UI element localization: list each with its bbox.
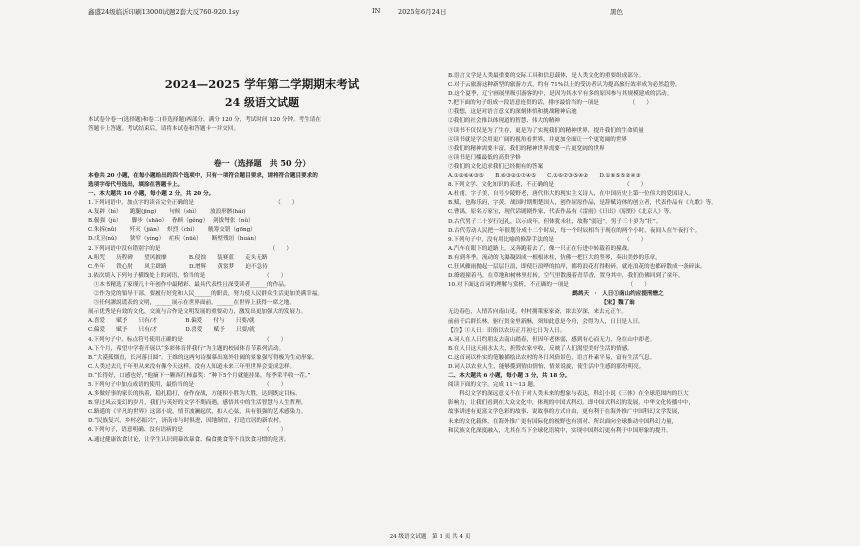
print-date: 2025年6月24日 — [398, 8, 447, 16]
left-column-line: 6.下列句子，语意明确、没有语病的是 （ ） — [88, 427, 287, 434]
right-column-line: A.杜甫，字子美，自号少陵野老，唐代伟大的现实主义诗人，在中国历史上第一位伟大的爱国诗人。 — [448, 191, 695, 198]
left-column-line: 一、本大题共 10 小题，每小题 2 分，共 20 分。 — [88, 191, 215, 197]
left-column-line: C.人类过去几千年里从来没有像今天这样，没有人知道未来三年里世界会变成怎样。 — [88, 363, 296, 370]
left-column-line: ①本书精选了家瑾几十年创作中最精彩、最具代表性且深受读者______的作品。 — [88, 281, 290, 288]
right-column-line: 【注】①人日：旧俗以农历正月初七日为人日。 — [448, 327, 566, 334]
exam-intro — [88, 116, 436, 134]
section1-notes — [88, 172, 436, 190]
right-column-line: C.对于云旅游这种新型的旅游方式，约有 71%以上的受访者认为提高旅行效率成为必然趋势。 — [448, 82, 681, 89]
right-column-line: D.这个夏季，辽宁画展里吸引游客的中，是因为其水平有多的原因参与其规模建成的活动。 — [448, 91, 673, 98]
right-column-line: B.赋，也称乐府，字黄。战国时期期楚国人，创作屈原作品，是辞赋诗体的创立者，代表作品有《九歌》等。 — [448, 200, 717, 207]
section1-title: 卷一（选择题 共 50 分） — [213, 158, 311, 168]
right-column-line: 【宋】魏了翁 — [601, 300, 635, 307]
left-column-line: B.穿过风云变幻的岁月，我们与英好的文学不期而遇，感悟其中的生活智慧与人生哲理。 — [88, 400, 307, 407]
right-column-line: 8.下列文学、文化知识的表述，不正确的是 （ ） — [448, 182, 647, 189]
right-column-line: 鹧鸪天 · 人日①南山约应提刑懋之 — [572, 291, 664, 298]
intro-line: 答题卡上答题。考试结束后，请将本试卷和答题卡一并交回。 — [88, 126, 240, 133]
left-column-line: D.“民族复兴，乡村必振兴”，济南市与时俱进，因地制宜，打造宜居的新农村。 — [88, 418, 285, 425]
right-column-line: A.词人在人日约朋友去南山踏春，但因年老体弱，感到有心而无力，身在山中却老。 — [448, 336, 656, 343]
exam-title-sub: 24 级语文试题 — [224, 96, 300, 109]
left-column-line: ③任何謬説谎表的文明，______展示在世界面前，______在世界上获得一席之地。 — [88, 300, 295, 307]
notes-line: 选项字母代号选出，填涂在答题卡上。 — [88, 182, 184, 189]
left-column-line: 2.下列词语中没有错别字的是 （ ） — [88, 245, 292, 252]
right-column-line: ④读书就是学会用更广阔的视角看世界，并更加全面让一个更宽阔的世界 — [448, 136, 628, 143]
left-column-line: ②作为党的領导干部，要履行好党和人民______的职责，努力使人民群众生活更加美满幸福。 — [88, 291, 323, 298]
right-column-line: B.有到冬季，流动的飞瀑凝固成一根根冰柱，仿佛一把巨大的竖琴，奏出美妙的乐章。 — [448, 254, 661, 261]
left-column-line: C.偏爱 赋予 只有/才 D.喜爱 赋予 只要/就 — [88, 327, 255, 334]
right-column-line: 和民族文化深度融入，尤其在当下全球化语境中，实现中国科幻更有利于中国形象的提升。 — [448, 427, 672, 434]
left-column-line: B.“大漠孤烟直，长河落日圆”。王维的这两句诗描摹出塞外壮阔的景象强写得极为生动形象。 — [88, 354, 318, 361]
left-column-line: B.倔强（jù） 脚步（shāo） 眷顾（gěng） 剑拔弩张（nǔ） — [88, 218, 254, 225]
right-column-line: 9.下列句子中，没有用比喻的修辞手法的是 （ ） — [448, 236, 647, 243]
right-column-line: C.曹禺，原名万家宝，现代话剧剧作家，代表作品有《雷雨》《日出》《原野》《北京人》等。 — [448, 209, 675, 216]
exam-title-main: 2024—2025 学年第二学期期末考试 — [164, 77, 360, 91]
right-column-line: B.在人日这天雨水太大，折毁农家卒收，反映了人们渴望美好生活的情感。 — [448, 345, 633, 352]
intro-line: 本试卷分卷一(选择题)和卷二(非选择题)两部分，满分 120 分，考试时间 120 分钟。考生请在 — [88, 117, 321, 123]
right-column-line: A.汽车在眼下的道路上，又奔跑着去了，像一只正在行进中转载着的撞战。 — [448, 245, 633, 252]
right-column-line: 7.把下面的句子组成一段语意连贯的话，排序最恰当的一项是 （ ） — [448, 100, 652, 107]
left-column-line: A.喜爱 赋予 只有/才 B.偏爱 付与 只要/就 — [88, 318, 255, 325]
left-column-line: D.戊卫(nǔ) 狭窄（yíng） 疟疾（nüè） 断壁残垣（huán） — [88, 236, 260, 243]
left-column-line: 展示优秀是有效的文化，交流与合作是文明发展的重要动力，激发出更加强大的发展力。 — [88, 309, 307, 316]
right-column-line: 影响力，让我们看到在大众文化中，体现的中国式科幻。即中国式科幻的发展，中华文化传播中中， — [448, 400, 695, 407]
right-column-line: ⑤我们的精神需要丰富，我们的精神世界需要一片更宽阔的世界 — [448, 145, 605, 152]
left-column — [88, 190, 436, 445]
right-column-line: C.狂风骤雨抛起一层层巨浪，即使巨浪哗的拍岸，都将浪花打得粉碎，就连浪花的也都碎散成一条碎沫。 — [448, 263, 706, 270]
left-column-line: 1.下列词语中，加点字的读音完全正确的是 （ ） — [88, 200, 298, 207]
left-column-line: C.坐年 铁心肘 风尘肆路 D.增辉 黄裳梦 迫不急待 — [88, 263, 268, 270]
left-column-line: A.多做好事的家长的执着，稳扎稳打，奋作奋战，方能积小胜为大胜，达到既定目标。 — [88, 391, 301, 398]
right-column-line: A.①②⑥④③⑤ B.⑥③②①⑦④⑤ C.①⑥⑦③⑤④② D.①⑥⑤⑤②④③ — [448, 173, 641, 180]
right-column-line: 未来的文化载体，在海外推广更有国际化的视野也有别对、所以面向全球推动中国科幻力量， — [448, 418, 678, 425]
left-column-line: C.朱拆(nǚ) 歼灭（jiān） 炽烈（chì） 觥筹交错（gōng） — [88, 227, 256, 234]
right-column-line: ⑦我们的文化追求我们已经拥有的答案 — [448, 163, 544, 170]
right-column-line: ①我想，这是对语言意义的深刻体悟和挑战精神启迪 — [448, 109, 577, 116]
right-column-line: ⑥读书是门槛最低的高贵学修 — [448, 154, 521, 161]
right-column-line: D.缭霞撞着马，在草地和树林里打转，空气里散漫着青草香，置身其中，我们仿佛回到了童年。 — [448, 273, 684, 280]
right-column-line: B.语言文学是人类最重要的交际工具和信息载体，是人类文化的重要组成部分。 — [448, 73, 645, 79]
right-column-line: ②我们的社会推以体现道的智慧、伟大的精神 — [448, 118, 560, 125]
right-column-line: 阅读下面的文字，完成 11～13 题。 — [448, 382, 539, 389]
notes-line: 本卷共 20 小题，在每小题给出的四个选项中，只有一项符合题目要求，请将符合题目要求的 — [88, 173, 318, 179]
print-file-name: 鑫盛24级临沂印刷13000试题2套大反760-920.1sy — [88, 8, 240, 16]
right-column-line: 10.对下面这首词的理解与赏析，不正确的一项是 （ ） — [448, 282, 650, 289]
left-column-line: A.下个月，希望中学将开展以“多彩体育伴我行”为主题的校园体育节系列活动。 — [88, 345, 285, 352]
right-column — [448, 72, 788, 436]
right-column-line: D.词人以农业人生，能够揽到情由情怡，情景说旋，使生活中生感的那份明亮。 — [448, 364, 645, 370]
print-mode: IN — [372, 7, 381, 15]
page-footer: 24 级语文试题 第 1 页 共 4 页 — [389, 534, 471, 540]
right-column-line: D.古代劳动人民把一年很划分成十二个时辰，每一个时辰相当于现在的两个小时，夜间人在午夜打个。 — [448, 227, 701, 234]
right-column-line: 无边春色，人情苦向南山觅。村村拥策家家斋，浓去岁深，来去元正午。 — [448, 309, 628, 316]
right-column-line: 前前千后群长林，驱行贯金里新酥，须知此意是今舟，会得为人，日日是人日。 — [448, 318, 644, 325]
right-column-line: 二、本大题共 6 小题，每小题 3 分，共 18 分。 — [448, 373, 571, 380]
left-column-line: 5.下列句子中加点成语的使用，最恰当的是 （ ） — [88, 381, 287, 388]
left-column-line: 3.依次填入下列句子横线处上的词语，恰当的是 （ ） — [88, 272, 287, 279]
right-column-line: C.这首词以朴实的笔触描绘出农村的冬日风俗景色，语言朴素平易，富有生活气息。 — [448, 354, 656, 361]
right-column-line: ③读书不仅仅是为了生存，更是为了实现我们的精神世界，提升我们的生命质量 — [448, 127, 644, 134]
print-color: 黑色 — [610, 8, 623, 16]
left-column-line: A.通过健康饮食讨论，让学生认识到暴饮暴食、偏食挑食等不良饮食习惯的危害。 — [88, 436, 290, 443]
print-header — [0, 5, 860, 19]
right-column-line: D.古代男子二十岁行冠礼，以示成年，但体犹未壮，故称“弱冠”。男子三十岁为“壮”。 — [448, 218, 662, 225]
left-column-line: A.复辟（bì） 跑腿(jīng) 句候（shì） 放浪形骸(hái) — [88, 209, 246, 216]
right-column-line: 故事讲述有更富文学色彩的故事、说故事的方式自由，更有利于在海外推广中国科幻文学发展， — [448, 409, 683, 416]
left-column-line: 4.下列句子中，标点符号使用正确的是 （ ） — [88, 336, 287, 343]
right-column-line: 科幻文学的深远意义不在于对人类未来的想象与表达，科幻小说《三体》在全球范围内的巨大 — [448, 391, 689, 398]
left-column-line: A.咀咒 历程碑 望风披靡 B.侵蚀 装赛蓝 走头无路 — [88, 254, 268, 261]
left-column-line: C.路遥的《平凡的世界》这部小说，情节波澜起伏，扣人心弦，具有很强的艺术感染力。 — [88, 409, 307, 416]
left-column-line: D.“长得好，口感也好，”他摘下一颗西红柿嘉奖：“种下5个月就能挂果，每季采半收一茬。” — [88, 372, 311, 379]
